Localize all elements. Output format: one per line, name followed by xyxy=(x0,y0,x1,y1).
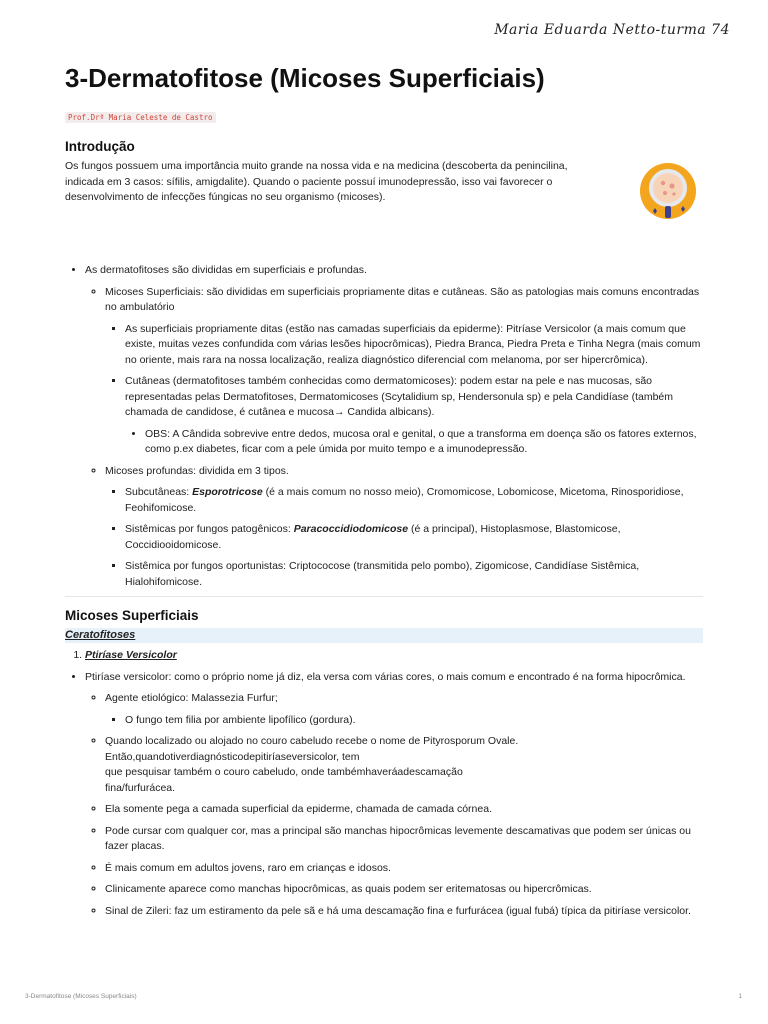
page-content xyxy=(65,60,703,925)
intro-heading: Introdução xyxy=(65,139,135,154)
page-title: 3-Dermatofitose (Micoses Superficiais) xyxy=(65,63,545,93)
list-item: ◦ Sinal de Zileri: faz um estiramento da pele sã e há uma descamação fina e furfurácea (igual fubá) típica da pitiríase versicolor. xyxy=(105,904,703,920)
author-signature: Maria Eduarda Netto-turma 74 xyxy=(494,22,730,38)
magnifying-glass-skin-icon xyxy=(637,163,699,225)
list-item: ▪ O fungo tem filia por ambiente lipofílico (gordura). xyxy=(125,713,703,729)
footer-title: 3-Dermatofitose (Micoses Superficiais) xyxy=(25,993,137,1000)
list-item: ◦ Ela somente pega a camada superficial da epiderme, chamada de camada córnea. xyxy=(105,802,703,818)
pitiriase-outline xyxy=(65,670,703,920)
list-item: ▪ Sistêmicas por fungos patogênicos: Paracoccidiodomicose (é a principal), Histoplasmose, Blastomicose, Coccidiooidomicose. xyxy=(125,522,703,553)
page-number: 1 xyxy=(738,993,742,1000)
list-item: • Ptiríase versicolor: como o próprio nome já diz, ela versa com várias cores, o mais comum e encontrado é na forma hipocrômica. ◦ Agente etiológico: Malassezia Furfur; ▪ O fungo tem filia por ambiente lipofílico (gordura). ◦ Quando localizado ou alojado no couro cabeludo recebe o nome de Pityrosporum Ovale. Então,quandotiverdiagnósticodepitiríaseversicolor, tem que pesquisar também o couro cabeludo, onde tambémhaveráadescamação fina/furfurácea. ◦ Ela somente pega a camada superficial da epiderme, chamada de camada córnea. ◦ Pode cursar com qualquer cor, mas a principal são manchas hipocrômicas levemente descamativas que podem ser únicas ou fazer placas. ◦ É mais comum em adultos jovens, raro em crianças e idosos. ◦ Clinicamente aparece como manchas hipocrômicas, as quais podem ser eritematosas ou hipercrômicas. ◦ Sinal de Zileri: faz um estiramento da pele sã e há uma descamação fina e furfurácea (igual fubá) típica da pitiríase versicolor. xyxy=(85,670,703,920)
list-item: ◦ Micoses profundas: dividida em 3 tipos. ▪ Subcutâneas: Esporotricose (é a mais comum no nosso meio), Cromomicose, Lobomicose, Micetoma, Rinosporidiose, Feohifomicose. ▪ Sistêmicas por fungos patogênicos: Paracoccidiodomicose (é a principal), Histoplasmose, Blastomicose, Coccidiooidomicose. ▪ Sistêmica por fungos oportunistas: Criptococose (transmitida pelo pombo), Zigomicose, Candidíase Sistêmica, Hialohifomicose. xyxy=(105,464,703,591)
list-item: ◦ Agente etiológico: Malassezia Furfur; ▪ O fungo tem filia por ambiente lipofílico (gordura). xyxy=(105,691,703,728)
list-item: ▪ Cutâneas (dermatofitoses também conhecidas como dermatomicoses): podem estar na pele e nas mucosas, são representadas pelas Dermatofitoses, Dermatomicoses (Scytalidium sp, Hendersonula sp) e pela Candidíase (também chamada de candidose, é cutânea e mucosa→ Candida albicans). • OBS: A Cândida sobrevive entre dedos, mucosa oral e genital, o que a transforma em doença são os fatores externos, como p.ex diabetes, ficar com a pele úmida por muito tempo e a imunodepressão. xyxy=(125,374,703,458)
list-item: ▪ Sistêmica por fungos oportunistas: Criptococose (transmitida pelo pombo), Zigomicose, Candidíase Sistêmica, Hialohifomicose. xyxy=(125,559,703,590)
numbered-list xyxy=(65,648,703,664)
list-item: ◦ Quando localizado ou alojado no couro cabeludo recebe o nome de Pityrosporum Ovale. Então,quandotiverdiagnósticodepitiríaseversicolor, tem que pesquisar também o couro cabeludo, onde tambémhaveráadescamação fina/furfurácea. xyxy=(105,734,703,796)
list-item: ◦ Clinicamente aparece como manchas hipocrômicas, as quais podem ser eritematosas ou hipercrômicas. xyxy=(105,882,703,898)
list-item: • As dermatofitoses são divididas em superficiais e profundas. ◦ Micoses Superficiais: são divididas em superficiais propriamente ditas e cutâneas. São as patologias mais comuns encontradas no ambulatório ▪ As superficiais propriamente ditas (estão nas camadas superficiais da epiderme): Pitríase Versicolor (a mais comum que existe, muitas vezes confundida com várias lesões hipocrômicas), Piedra Branca, Piedra Preta e Tinha Negra (mais comum no oriente, mais rara na nossa localização, realiza diagnóstico diferencial com melanoma, por ser hipercrômica). ▪ Cutâneas (dermatofitoses também conhecidas como dermatomicoses): podem estar na pele e nas mucosas, são representadas pelas Dermatofitoses, Dermatomicoses (Scytalidium sp, Hendersonula sp) e pela Candidíase (também chamada de candidose, é cutânea e mucosa→ Candida albicans). • OBS: A Cândida sobrevive entre dedos, mucosa oral e genital, o que a transforma em doença são os fatores externos, como p.ex diabetes, ficar com a pele úmida por muito tempo e a imunodepressão. ◦ Micoses profundas: dividida em 3 tipos. ▪ Subcutâneas: Esporotricose (é a mais comum no nosso meio), Cromomicose, Lobomicose, Micetoma, Rinosporidiose, Feohifomicose. ▪ Sistêmicas por fungos patogênicos: Paracoccidiodomicose (é a principal), Histoplasmose, Blastomicose, Coccidiooidomicose. ▪ Sistêmica por fungos oportunistas: Criptococose (transmitida pelo pombo), Zigomicose, Candidíase Sistêmica, Hialohifomicose. xyxy=(85,263,703,590)
list-item: ◦ Pode cursar com qualquer cor, mas a principal são manchas hipocrômicas levemente descamativas que podem ser únicas ou fazer placas. xyxy=(105,824,703,855)
callout-ceratofitoses: Ceratofitoses xyxy=(65,628,703,643)
intro-block xyxy=(65,154,703,225)
intro-text: Os fungos possuem uma importância muito grande na nossa vida e na medicina (descoberta da penincilina, indicada em 3 casos: sífilis, amigdalite). Quando o paciente possuí imunodepressão, isso vai favorecer o desenvolvimento de infecções fúngicas no seu organismo (micoses). xyxy=(65,160,568,203)
list-item: • OBS: A Cândida sobrevive entre dedos, mucosa oral e genital, o que a transforma em doença são os fatores externos, como p.ex diabetes, ficar com a pele úmida por muito tempo e a imunodepressão. xyxy=(145,427,703,458)
list-item: ▪ As superficiais propriamente ditas (estão nas camadas superficiais da epiderme): Pitríase Versicolor (a mais comum que existe, muitas vezes confundida com várias lesões hipocrômicas), Piedra Branca, Piedra Preta e Tinha Negra (mais comum no oriente, mais rara na nossa localização, realiza diagnóstico diferencial com melanoma, por ser hipercrômica). xyxy=(125,322,703,369)
section-divider xyxy=(65,596,703,597)
list-item: 1. Ptiríase Versicolor xyxy=(85,648,703,664)
list-item: ◦ Micoses Superficiais: são divididas em superficiais propriamente ditas e cutâneas. São as patologias mais comuns encontradas no ambulatório ▪ As superficiais propriamente ditas (estão nas camadas superficiais da epiderme): Pitríase Versicolor (a mais comum que existe, muitas vezes confundida com várias lesões hipocrômicas), Piedra Branca, Piedra Preta e Tinha Negra (mais comum no oriente, mais rara na nossa localização, realiza diagnóstico diferencial com melanoma, por ser hipercrômica). ▪ Cutâneas (dermatofitoses também conhecidas como dermatomicoses): podem estar na pele e nas mucosas, são representadas pelas Dermatofitoses, Dermatomicoses (Scytalidium sp, Hendersonula sp) e pela Candidíase (também chamada de candidose, é cutânea e mucosa→ Candida albicans). • OBS: A Cândida sobrevive entre dedos, mucosa oral e genital, o que a transforma em doença são os fatores externos, como p.ex diabetes, ficar com a pele úmida por muito tempo e a imunodepressão. xyxy=(105,285,703,458)
dermatofitoses-outline xyxy=(65,263,703,590)
section-heading: Micoses Superficiais xyxy=(65,608,199,623)
list-item: ▪ Subcutâneas: Esporotricose (é a mais comum no nosso meio), Cromomicose, Lobomicose, Micetoma, Rinosporidiose, Feohifomicose. xyxy=(125,485,703,516)
professor-tag: Prof.Drª Maria Celeste de Castro xyxy=(65,112,216,123)
list-item: ◦ É mais comum em adultos jovens, raro em crianças e idosos. xyxy=(105,861,703,877)
